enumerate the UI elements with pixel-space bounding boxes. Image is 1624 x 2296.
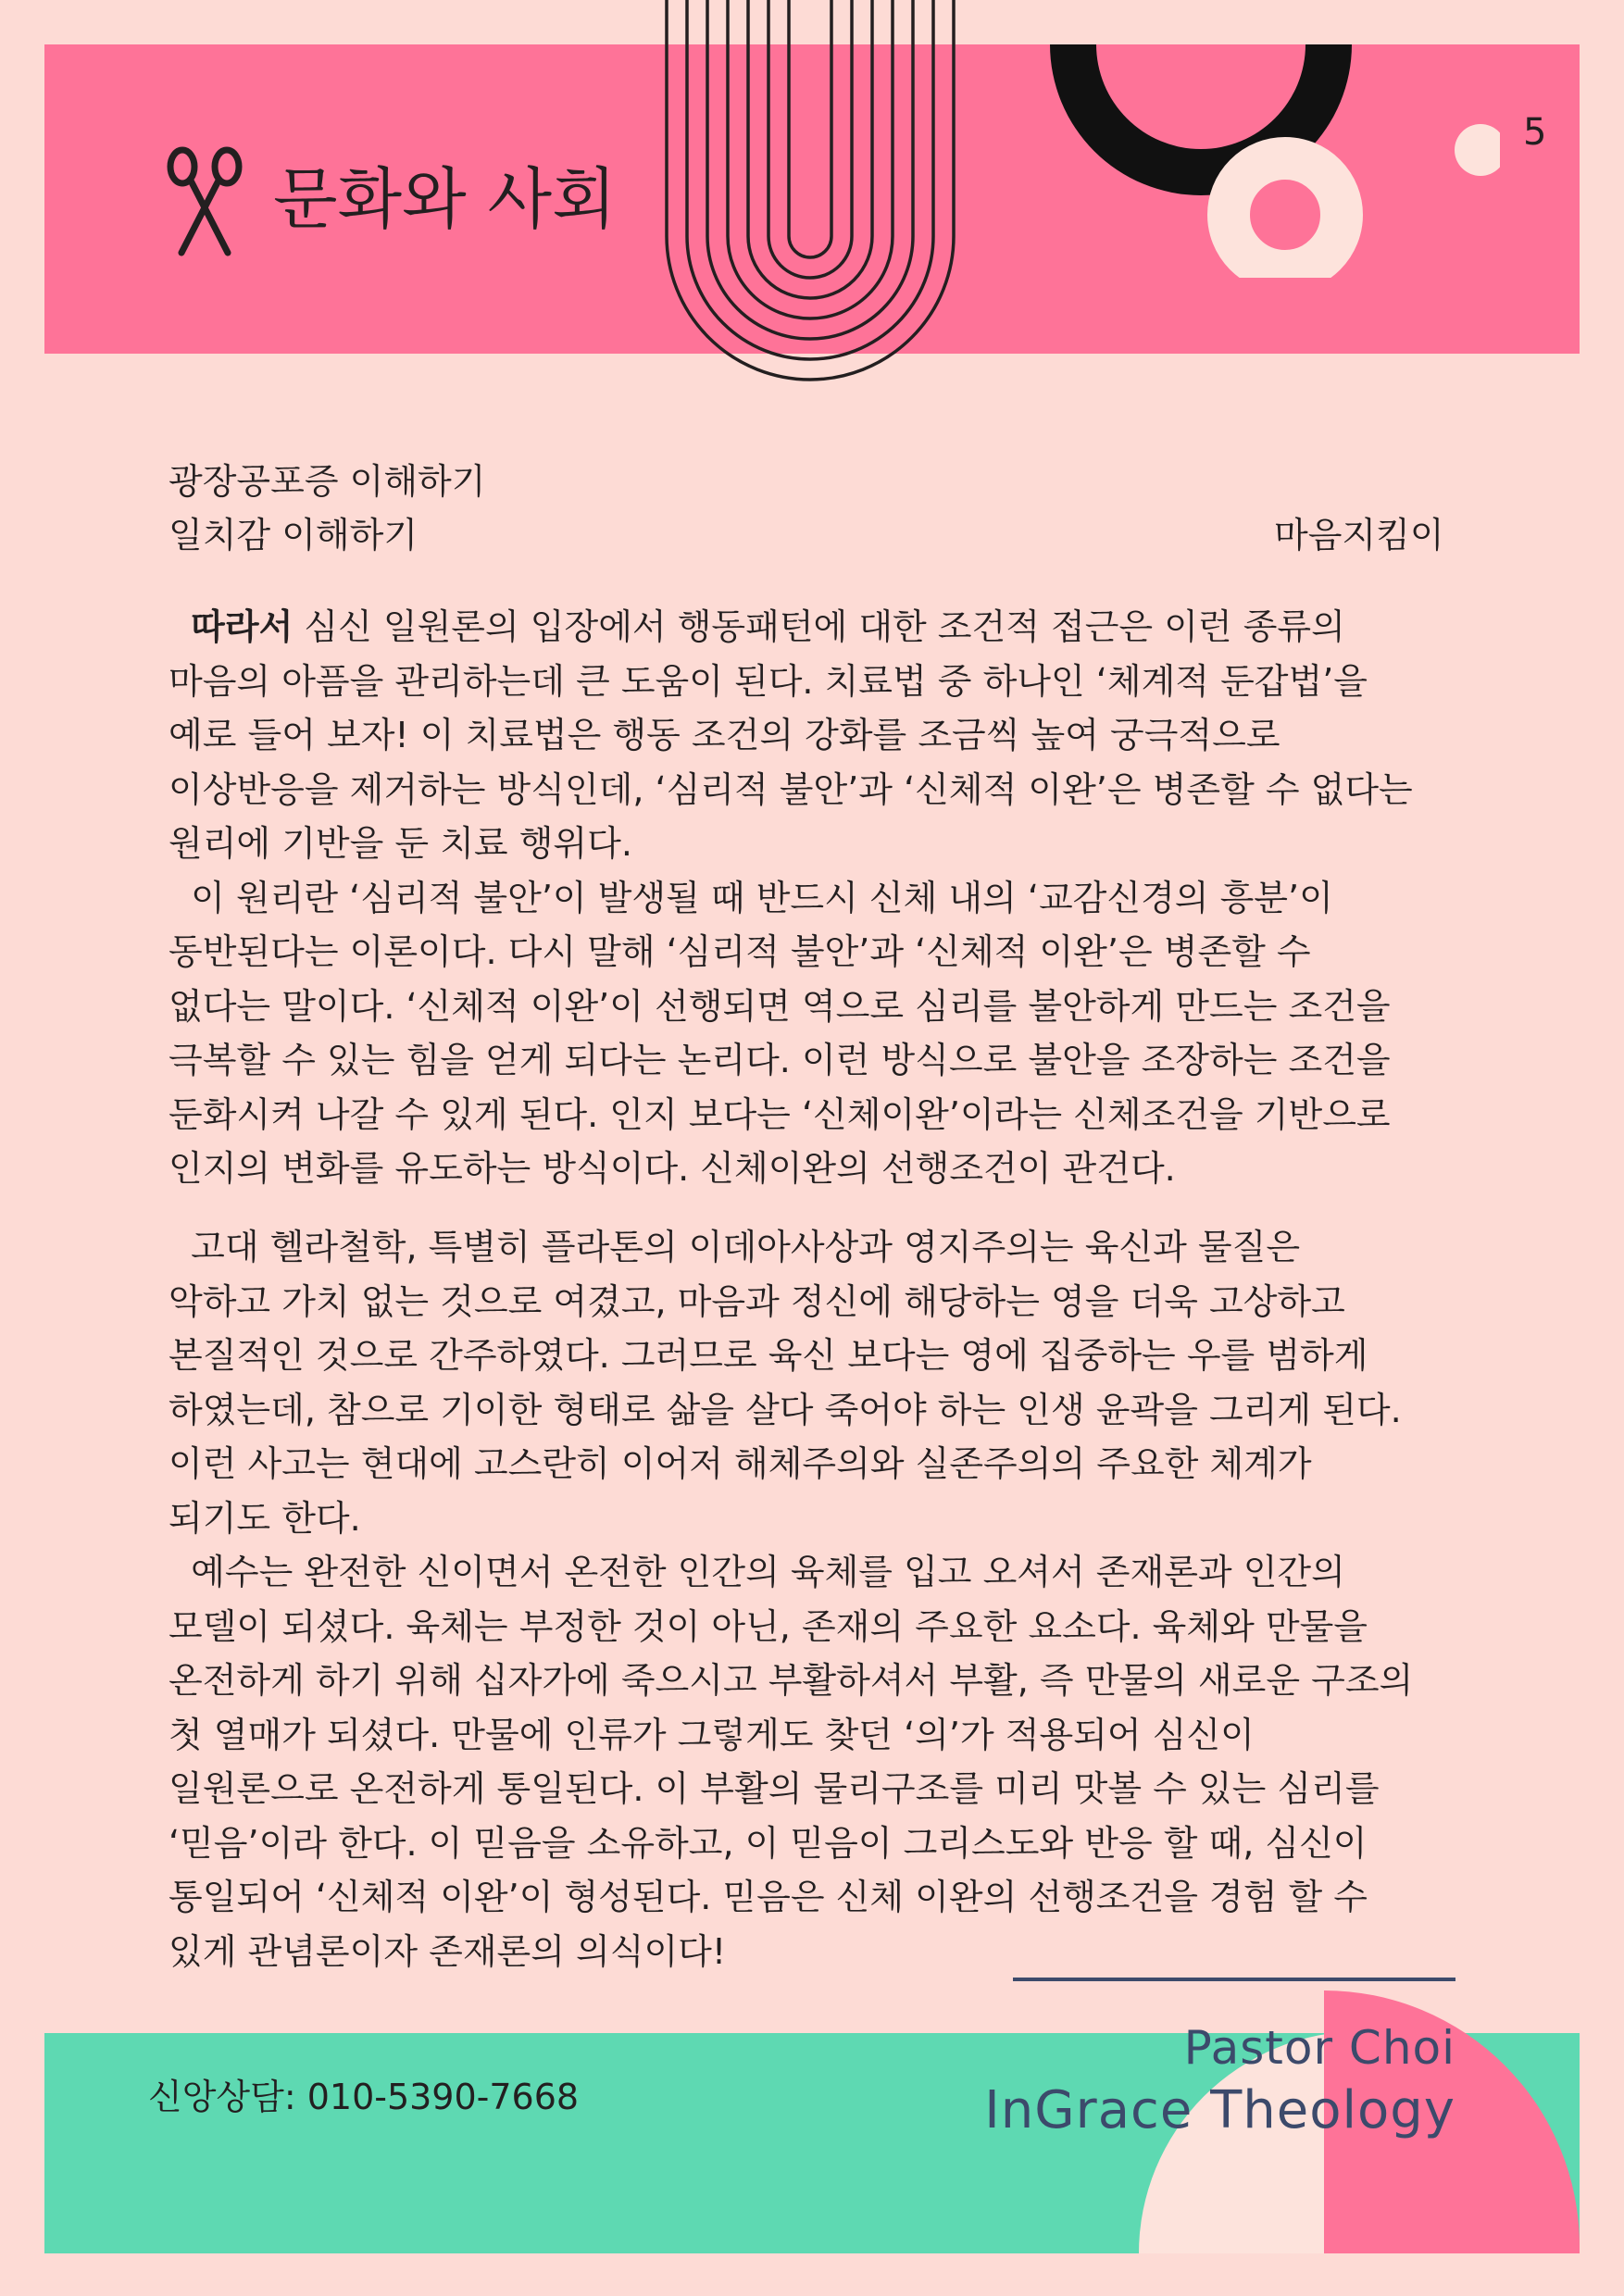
body-line: 마음의 아픔을 관리하는데 큰 도움이 된다. 치료법 중 하나인 ‘체계적 둔갑법’을 — [169, 660, 1368, 702]
scissors-icon — [167, 144, 243, 259]
arch-line — [667, 0, 954, 380]
body-line: 통일되어 ‘신체적 이완’이 형성된다. 믿음은 신체 이완의 선행조건을 경험 할 수 — [169, 1877, 1368, 1917]
body-line: 이 원리란 ‘심리적 불안’이 발생될 때 반드시 신체 내의 ‘교감신경의 흥분’이 — [169, 877, 1333, 918]
body-line: 둔화시켜 나갈 수 있게 된다. 인지 보다는 ‘신체이완’이라는 신체조건을 기반으로 — [169, 1093, 1391, 1135]
decorative-circles — [1018, 0, 1500, 278]
body-line — [169, 600, 1465, 655]
body-line: 극복할 수 있는 힘을 얻게 되다는 논리다. 이런 방식으로 불안을 조장하는 조건을 — [169, 1040, 1391, 1080]
body-line: 인지의 변화를 유도하는 방식이다. 신체이완의 선행조건이 관건다. — [169, 1148, 1176, 1189]
author-nickname: 마음지킴이 — [1274, 515, 1444, 555]
body-line: 없다는 말이다. ‘신체적 이완’이 선행되면 역으로 심리를 불안하게 만드는 조건을 — [169, 985, 1391, 1027]
arch-line — [687, 0, 933, 359]
arch-line — [768, 0, 852, 278]
arch-line — [789, 0, 831, 257]
lead-bold-word: 따라서 — [191, 606, 294, 647]
body-line: 본질적인 것으로 간주하였다. 그러므로 육신 보다는 영에 집중하는 우를 범하게 — [169, 1335, 1368, 1376]
body-line: 이런 사고는 현대에 고스란히 이어저 해체주의와 실존주의의 주요한 체계가 — [169, 1443, 1312, 1484]
body-paragraph-2 — [169, 1220, 1465, 1978]
subtitle-agoraphobia: 광장공포증 이해하기 — [169, 461, 486, 502]
arch-line — [728, 0, 893, 318]
body-line: 악하고 가치 없는 것으로 여겼고, 마음과 정신에 해당하는 영을 더욱 고상하고 — [169, 1280, 1345, 1322]
signature-organization: InGrace Theology — [984, 2080, 1455, 2140]
body-line: 첫 열매가 되셨다. 만물에 인류가 그렇게도 찾던 ‘의’가 적용되어 심신이 — [169, 1714, 1255, 1755]
small-cream-dot — [1455, 124, 1500, 176]
subtitle-unity: 일치감 이해하기 — [169, 515, 418, 555]
body-line: 동반된다는 이론이다. 다시 말해 ‘심리적 불안’과 ‘신체적 이완’은 병존할 수 — [169, 931, 1311, 972]
body-line: 예수는 완전한 신이면서 온전한 인간의 육체를 입고 오셔서 존재론과 인간의 — [169, 1552, 1345, 1592]
arch-line — [748, 0, 872, 298]
arch-line — [707, 0, 913, 339]
cream-ring — [1229, 158, 1342, 271]
section-title: 문화와 사회 — [273, 160, 617, 238]
arch-decoration — [648, 0, 972, 426]
body-line: 되기도 한다. — [169, 1497, 361, 1539]
body-line: 있게 관념론이자 존재론의 의식이다! — [169, 1930, 727, 1972]
page-number: 5 — [1523, 111, 1547, 154]
body-line: 원리에 기반을 둔 치료 행위다. — [169, 823, 632, 864]
body-line: 일원론으로 온전하게 통일된다. 이 부활의 물리구조를 미리 맛볼 수 있는 심리를 — [169, 1768, 1380, 1809]
counseling-contact: 신앙상담: 010-5390-7668 — [148, 2077, 580, 2117]
body-line-text: 심신 일원론의 입장에서 행동패턴에 대한 조건적 접근은 이런 종류의 — [293, 606, 1345, 647]
body-line: 온전하게 하기 위해 십자가에 죽으시고 부활하셔서 부활, 즉 만물의 새로운 구조의 — [169, 1660, 1414, 1701]
body-line: 하였는데, 참으로 기이한 형태로 삶을 살다 죽어야 하는 인생 윤곽을 그리게 된다. — [169, 1389, 1402, 1430]
body-line: 모델이 되셨다. 육체는 부정한 것이 아닌, 존재의 주요한 요소다. 육체와 만물을 — [169, 1605, 1368, 1647]
body-paragraph-1 — [169, 600, 1465, 1196]
body-line: ‘믿음’이라 한다. 이 믿음을 소유하고, 이 믿음이 그리스도와 반응 할 때, 심신이 — [169, 1822, 1368, 1864]
body-line: 이상반응을 제거하는 방식인데, ‘심리적 불안’과 ‘신체적 이완’은 병존할 수 없다는 — [169, 768, 1413, 810]
body-line: 고대 헬라철학, 특별히 플라톤의 이데아사상과 영지주의는 육신과 물질은 — [169, 1227, 1301, 1267]
signature-name: Pastor Choi — [1183, 2021, 1455, 2075]
body-line: 예로 들어 보자! 이 치료법은 행동 조건의 강화를 조금씩 높여 궁극적으로 — [169, 715, 1280, 755]
